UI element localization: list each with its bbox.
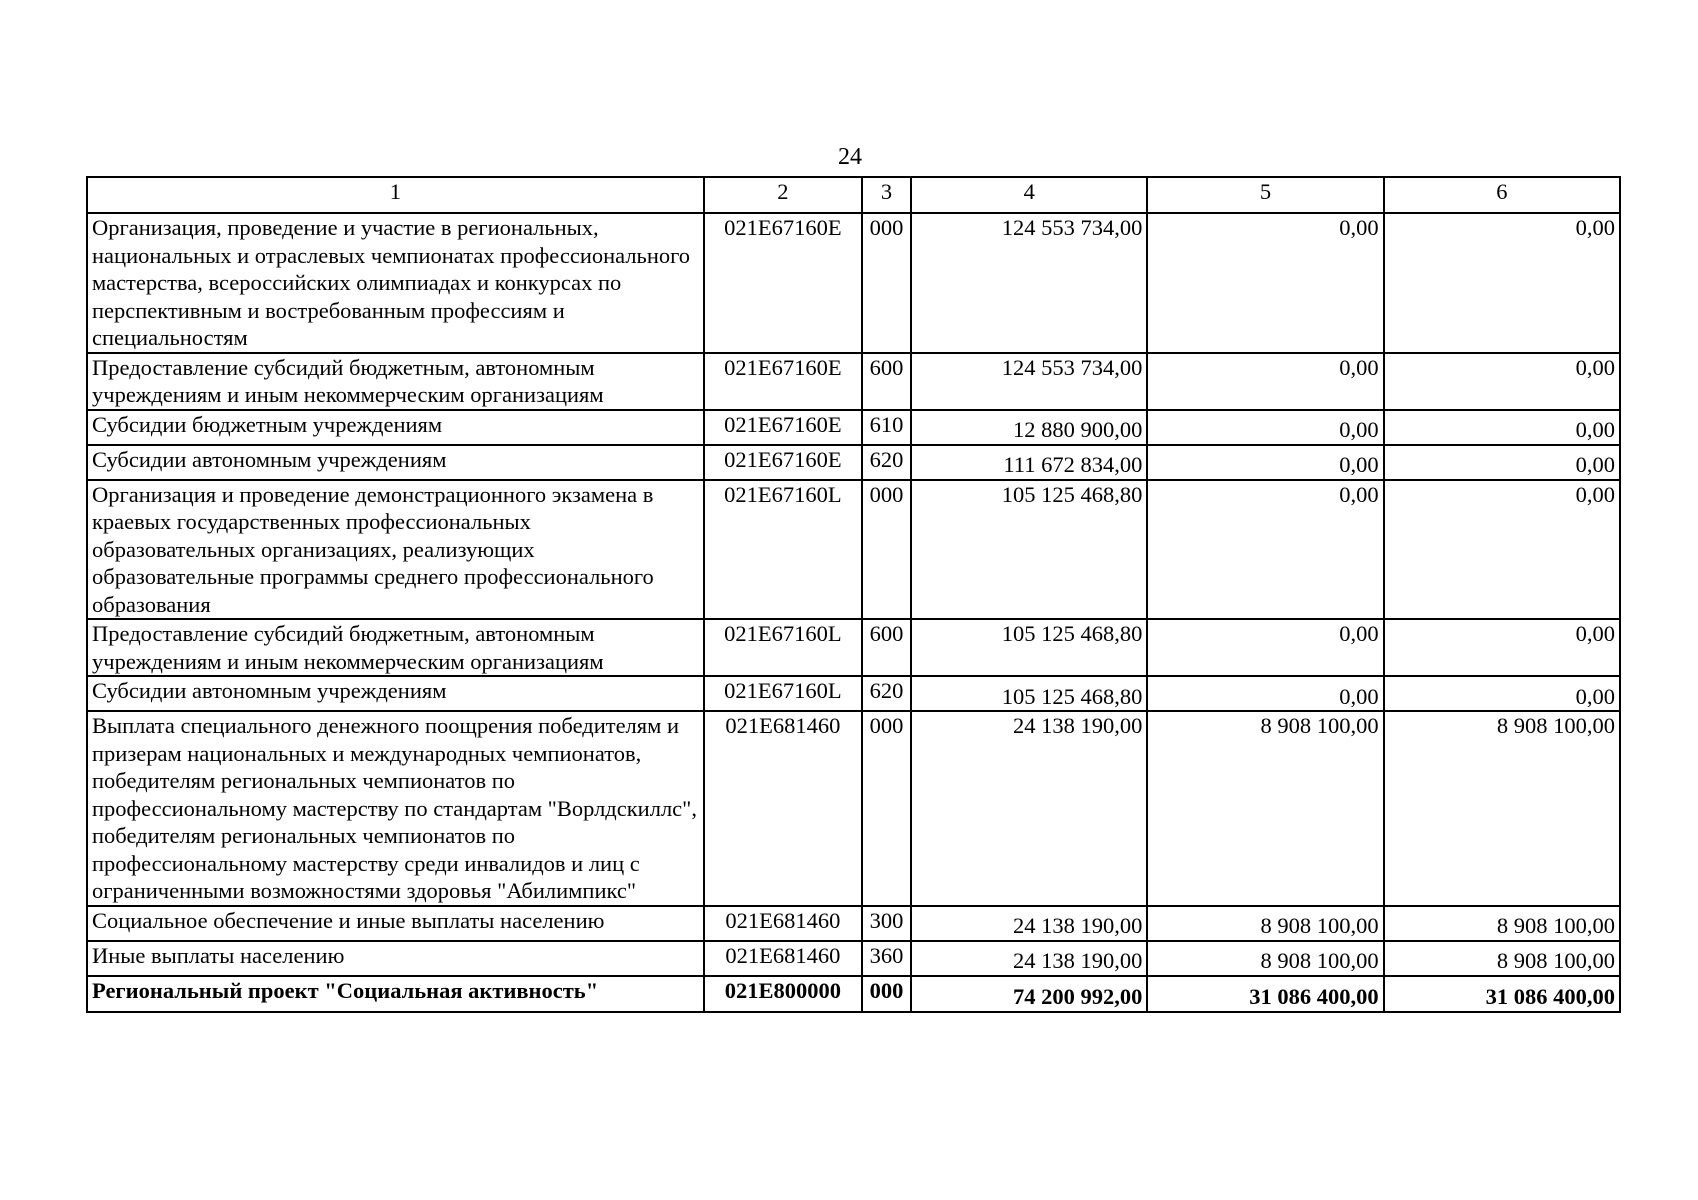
table-row (87, 480, 1620, 620)
target-article-code: 021E67160E (704, 445, 862, 480)
expense-type-code: 620 (862, 445, 911, 480)
expense-type-code: 360 (862, 941, 911, 976)
amount-col-4: 124 553 734,00 (911, 213, 1147, 353)
target-article-code: 021E67160L (704, 480, 862, 620)
expense-type-code: 610 (862, 410, 911, 445)
table-row (87, 445, 1620, 480)
amount-col-6: 8 908 100,00 (1384, 941, 1620, 976)
amount-col-6: 31 086 400,00 (1384, 976, 1620, 1012)
row-name: Предоставление субсидий бюджетным, автономным учреждениям и иным некоммерческим организациям (87, 353, 704, 410)
amount-col-5: 8 908 100,00 (1147, 906, 1383, 941)
row-name: Субсидии бюджетным учреждениям (87, 410, 704, 445)
column-header-6: 6 (1384, 177, 1620, 213)
column-header-1: 1 (87, 177, 704, 213)
column-header-5: 5 (1147, 177, 1383, 213)
target-article-code: 021E800000 (704, 976, 862, 1012)
amount-col-5: 8 908 100,00 (1147, 941, 1383, 976)
amount-col-4: 105 125 468,80 (911, 676, 1147, 711)
row-name: Субсидии автономным учреждениям (87, 445, 704, 480)
amount-col-6: 0,00 (1384, 619, 1620, 676)
amount-col-5: 0,00 (1147, 480, 1383, 620)
column-header-3: 3 (862, 177, 911, 213)
table-row (87, 711, 1620, 906)
amount-col-4: 124 553 734,00 (911, 353, 1147, 410)
header-row (87, 177, 1620, 213)
amount-col-5: 0,00 (1147, 410, 1383, 445)
amount-col-6: 0,00 (1384, 410, 1620, 445)
page-number: 24 (838, 144, 862, 170)
amount-col-6: 0,00 (1384, 676, 1620, 711)
expense-type-code: 000 (862, 711, 911, 906)
target-article-code: 021E67160E (704, 213, 862, 353)
row-name: Организация и проведение демонстрационного экзамена в краевых государственных профессиональных образовательных организациях, реализующих образовательные программы среднего профессионального образования (87, 480, 704, 620)
target-article-code: 021E67160E (704, 353, 862, 410)
amount-col-6: 8 908 100,00 (1384, 906, 1620, 941)
target-article-code: 021E67160L (704, 619, 862, 676)
amount-col-4: 74 200 992,00 (911, 976, 1147, 1012)
amount-col-4: 12 880 900,00 (911, 410, 1147, 445)
amount-col-5: 31 086 400,00 (1147, 976, 1383, 1012)
table-row (87, 676, 1620, 711)
table-row (87, 353, 1620, 410)
row-name: Социальное обеспечение и иные выплаты населению (87, 906, 704, 941)
expense-type-code: 000 (862, 976, 911, 1012)
expense-type-code: 000 (862, 480, 911, 620)
expense-type-code: 600 (862, 353, 911, 410)
amount-col-4: 105 125 468,80 (911, 619, 1147, 676)
row-name: Иные выплаты населению (87, 941, 704, 976)
expense-type-code: 620 (862, 676, 911, 711)
amount-col-5: 0,00 (1147, 353, 1383, 410)
row-name: Организация, проведение и участие в региональных, национальных и отраслевых чемпионатах профессионального мастерства, всероссийских олимпиадах и конкурсах по перспективным и востребованным профессиям и специальностям (87, 213, 704, 353)
target-article-code: 021E681460 (704, 711, 862, 906)
amount-col-4: 24 138 190,00 (911, 941, 1147, 976)
amount-col-6: 0,00 (1384, 213, 1620, 353)
target-article-code: 021E67160E (704, 410, 862, 445)
table-row (87, 619, 1620, 676)
table-row (87, 906, 1620, 941)
amount-col-4: 111 672 834,00 (911, 445, 1147, 480)
target-article-code: 021E67160L (704, 676, 862, 711)
amount-col-6: 0,00 (1384, 353, 1620, 410)
amount-col-4: 105 125 468,80 (911, 480, 1147, 620)
amount-col-5: 8 908 100,00 (1147, 711, 1383, 906)
amount-col-5: 0,00 (1147, 619, 1383, 676)
amount-col-6: 0,00 (1384, 445, 1620, 480)
amount-col-5: 0,00 (1147, 676, 1383, 711)
table-row-total (87, 976, 1620, 1012)
table-row (87, 410, 1620, 445)
column-header-2: 2 (704, 177, 862, 213)
row-name: Субсидии автономным учреждениям (87, 676, 704, 711)
expense-type-code: 600 (862, 619, 911, 676)
amount-col-4: 24 138 190,00 (911, 906, 1147, 941)
target-article-code: 021E681460 (704, 941, 862, 976)
row-name: Выплата специального денежного поощрения победителям и призерам национальных и международных чемпионатов, победителям региональных чемпионатов по профессиональному мастерству по стандартам "Ворлдскиллс", победителям региональных чемпионатов по профессиональному мастерству среди инвалидов и лиц с ограниченными возможностями здоровья "Абилимпикс" (87, 711, 704, 906)
column-header-4: 4 (911, 177, 1147, 213)
amount-col-6: 8 908 100,00 (1384, 711, 1620, 906)
row-name: Региональный проект "Социальная активность" (87, 976, 704, 1012)
expense-type-code: 300 (862, 906, 911, 941)
row-name: Предоставление субсидий бюджетным, автономным учреждениям и иным некоммерческим организациям (87, 619, 704, 676)
amount-col-4: 24 138 190,00 (911, 711, 1147, 906)
amount-col-6: 0,00 (1384, 480, 1620, 620)
table-row (87, 941, 1620, 976)
table-row (87, 213, 1620, 353)
target-article-code: 021E681460 (704, 906, 862, 941)
expense-type-code: 000 (862, 213, 911, 353)
amount-col-5: 0,00 (1147, 445, 1383, 480)
amount-col-5: 0,00 (1147, 213, 1383, 353)
budget-table (86, 176, 1621, 1013)
